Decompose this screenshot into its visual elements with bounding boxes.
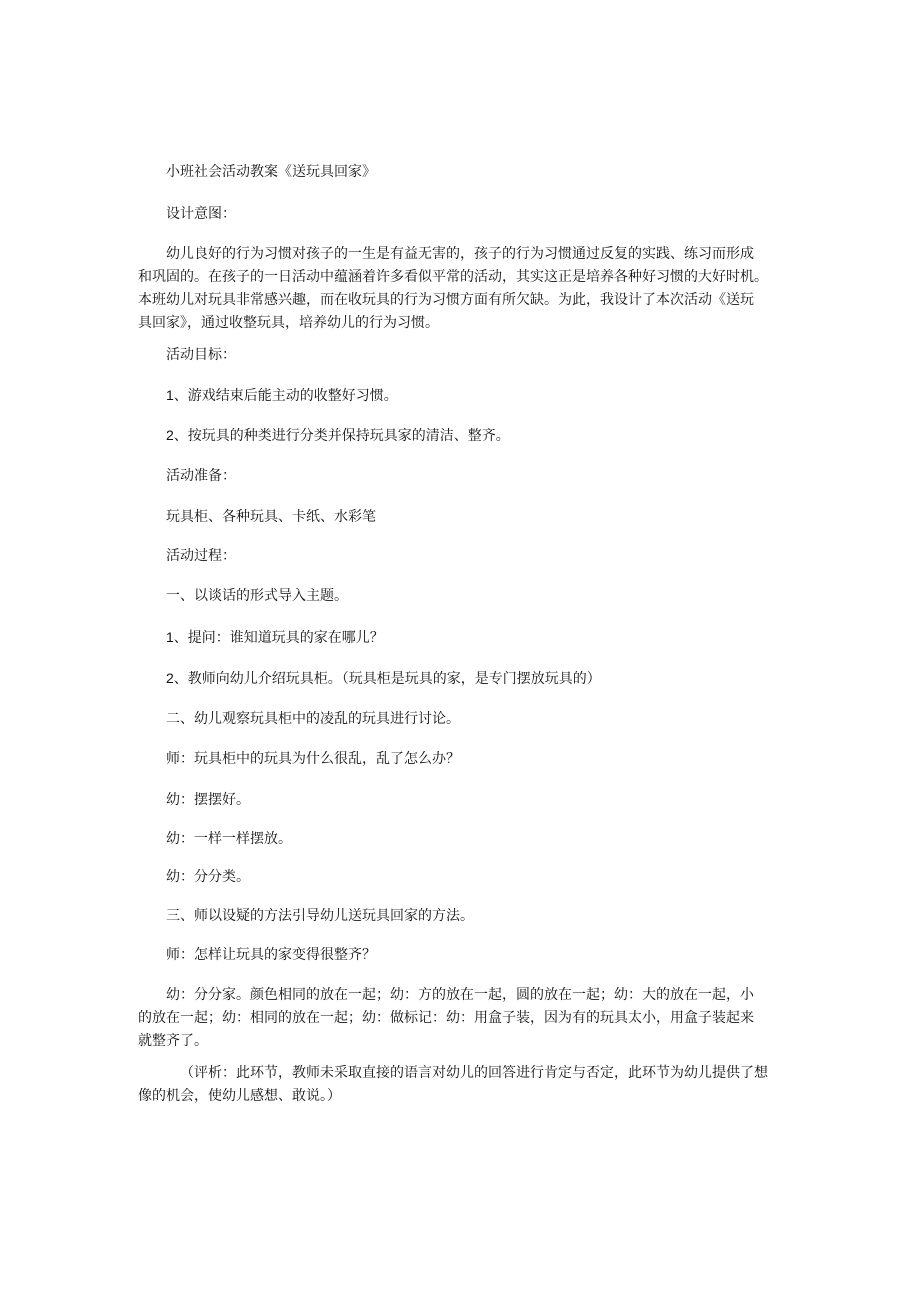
design-heading: 设计意图： bbox=[166, 206, 236, 222]
design-paragraph bbox=[138, 243, 786, 335]
child-answer-paragraph bbox=[138, 984, 786, 1053]
process-heading: 活动过程： bbox=[166, 548, 236, 564]
goal-item bbox=[166, 385, 398, 406]
step-heading: 一、以谈话的形式导入主题。 bbox=[166, 588, 348, 604]
answer-line: 幼：分分家。颜色相同的放在一起；幼：方的放在一起，圆的放在一起；幼：大的放在一起，小 bbox=[166, 987, 754, 1003]
dialogue-line: 幼：分分类。 bbox=[166, 869, 250, 885]
goal-item bbox=[166, 425, 510, 446]
goal-number: 2 bbox=[166, 427, 174, 443]
comment-line: （评析：此环节，教师未采取直接的语言对幼儿的回答进行肯定与否定，此环节为幼儿提供了想 bbox=[180, 1065, 768, 1081]
dialogue-line: 师：玩具柜中的玩具为什么很乱，乱了怎么办？ bbox=[166, 751, 460, 767]
answer-line: 的放在一起；幼：相同的放在一起；幼：做标记：幼：用盒子装，因为有的玩具太小，用盒子装起来 bbox=[138, 1010, 754, 1026]
step-text: 、提问：谁知道玩具的家在哪儿？ bbox=[173, 630, 384, 646]
design-line: 和巩固的。在孩子的一日活动中蕴涵着许多看似平常的活动，其实这正是培养各种好习惯的大好时机。 bbox=[138, 269, 768, 285]
design-line: 具回家》，通过收整玩具，培养幼儿的行为习惯。 bbox=[138, 315, 439, 331]
step-number: 1 bbox=[166, 629, 174, 645]
design-line: 本班幼儿对玩具非常感兴趣，而在收玩具的行为习惯方面有所欠缺。为此，我设计了本次活动《送玩 bbox=[138, 292, 754, 308]
dialogue-line: 幼：摆摆好。 bbox=[166, 792, 250, 808]
goal-text: 、按玩具的种类进行分类并保持玩具家的清洁、整齐。 bbox=[173, 428, 510, 444]
step-heading: 三、师以设疑的方法引导幼儿送玩具回家的方法。 bbox=[166, 908, 474, 924]
dialogue-line: 幼：一样一样摆放。 bbox=[166, 831, 292, 847]
prep-text: 玩具柜、各种玩具、卡纸、水彩笔 bbox=[166, 509, 376, 525]
design-line: 幼儿良好的行为习惯对孩子的一生是有益无害的，孩子的行为习惯通过反复的实践、练习而形成 bbox=[166, 246, 754, 262]
comment-paragraph bbox=[138, 1062, 786, 1108]
comment-line: 像的机会，使幼儿感想、敢说。） bbox=[138, 1088, 341, 1104]
dialogue-line: 师：怎样让玩具的家变得很整齐？ bbox=[166, 947, 376, 963]
document-title: 小班社会活动教案《送玩具回家》 bbox=[166, 164, 376, 180]
step-item bbox=[166, 668, 601, 689]
step-item bbox=[166, 627, 384, 648]
goal-text: 、游戏结束后能主动的收整好习惯。 bbox=[173, 388, 398, 404]
answer-line: 就整齐了。 bbox=[138, 1033, 208, 1049]
step-text: 、教师向幼儿介绍玩具柜。（玩具柜是玩具的家，是专门摆放玩具的） bbox=[173, 671, 601, 687]
goal-number: 1 bbox=[166, 387, 174, 403]
step-number: 2 bbox=[166, 670, 174, 686]
prep-heading: 活动准备： bbox=[166, 468, 236, 484]
goals-heading: 活动目标： bbox=[166, 347, 236, 363]
step-heading: 二、幼儿观察玩具柜中的凌乱的玩具进行讨论。 bbox=[166, 711, 460, 727]
